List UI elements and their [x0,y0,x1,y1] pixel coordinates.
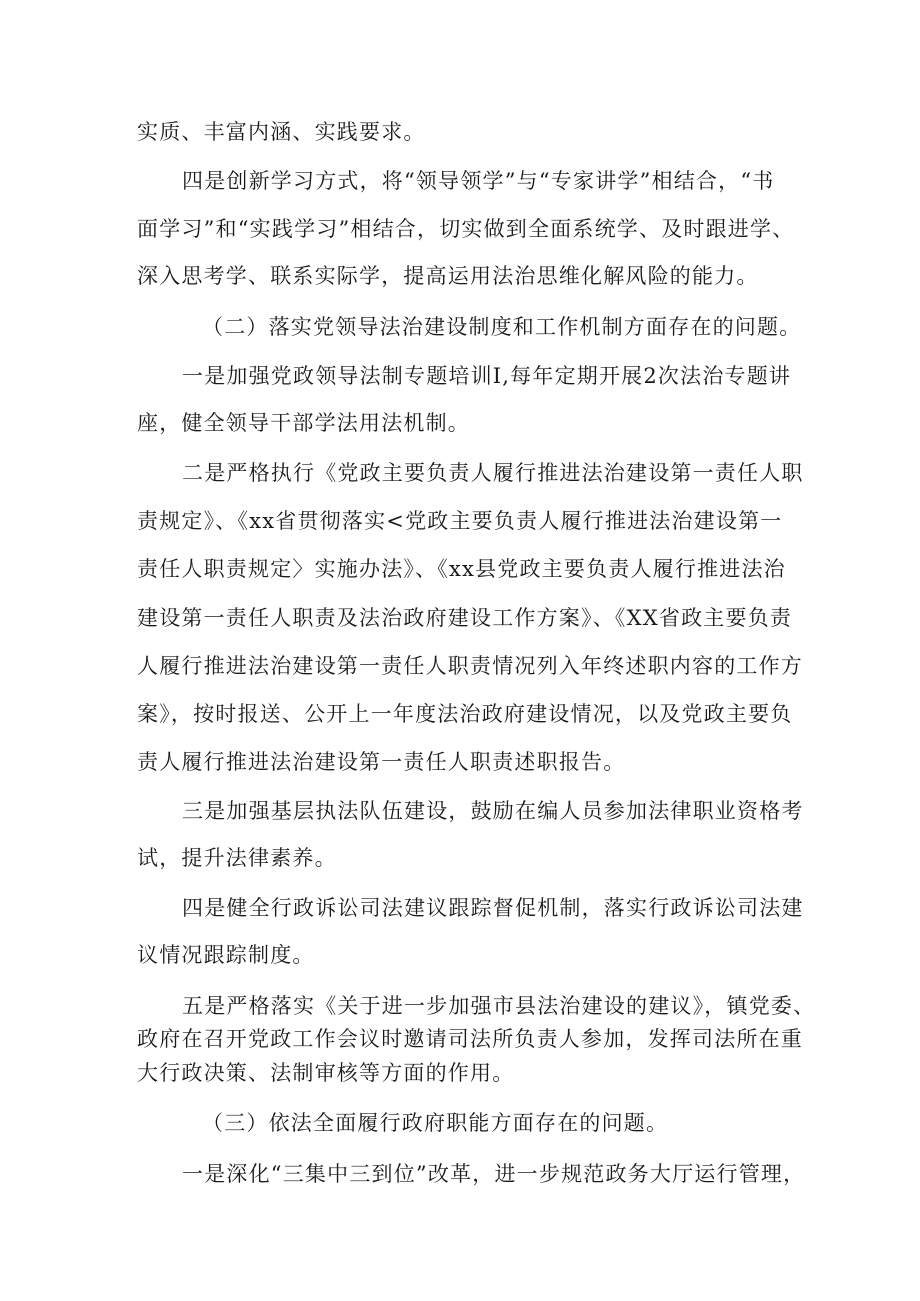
paragraph-line: 二是严格执行《党政主要负责人履行推进法治建设第一责任人职 [182,461,804,485]
paragraph-line: 案》，按时报送、公开上一年度法治政府建设情况，以及党政主要负 [137,702,793,726]
paragraph-line: 责任人职责规定〉实施办法》、《xx县党政主要负责人履行推进法治 [137,557,786,581]
paragraph-line: 四是创新学习方式，将“领导领学”与“专家讲学”相结合，“书 [182,169,775,193]
paragraph-line: 四是健全行政诉讼司法建议跟踪督促机制，落实行政诉讼司法建 [182,896,804,920]
paragraph-line: 政府在召开党政工作会议时邀请司法所负责人参加，发挥司法所在重 [137,1027,803,1051]
paragraph-line: 议情况跟踪制度。 [137,943,315,967]
paragraph-line: 五是严格落实《关于进一步加强市县法治建设的建议》，镇党委、 [182,994,816,1018]
paragraph-line: 人履行推进法治建设第一责任人职责情况列入年终述职内容的工作方 [137,654,803,678]
paragraph-line: 试，提升法律素养。 [137,846,337,870]
paragraph-line: 一是深化“三集中三到位”改革，进一步规范政务大厅运行管理， [182,1162,806,1186]
section-heading: （三）依法全面履行政府职能方面存在的问题。 [202,1111,669,1135]
paragraph-line: 建设第一责任人职责及法治政府建设工作方案》、《XX省政主要负责 [137,606,793,630]
paragraph-line: 三是加强基层执法队伍建设，鼓励在编人员参加法律职业资格考 [182,799,804,823]
paragraph-line: 座，健全领导干部学法用法机制。 [137,411,470,435]
paragraph-line: 深入思考学、联系实际学，提高运用法治思维化解风险的能力。 [137,264,759,288]
paragraph-line: 大行政决策、法制审核等方面的作用。 [137,1061,515,1085]
paragraph-line: 一是加强党政领导法制专题培训I,每年定期开展2次法治专题讲 [182,364,792,388]
paragraph-line: 面学习”和“实践学习”相结合，切实做到全面系统学、及时跟进学、 [137,217,795,241]
paragraph-line: 实质、丰富内涵、实践要求。 [137,120,426,144]
paragraph-line: 责人履行推进法治建设第一责任人职责述职报告。 [137,750,626,774]
paragraph-line: 责规定》、《xx省贯彻落实<党政主要负责人履行推进法治建设第一 [137,509,783,533]
section-heading: （二）落实党领导法治建设制度和工作机制方面存在的问题。 [202,315,802,339]
